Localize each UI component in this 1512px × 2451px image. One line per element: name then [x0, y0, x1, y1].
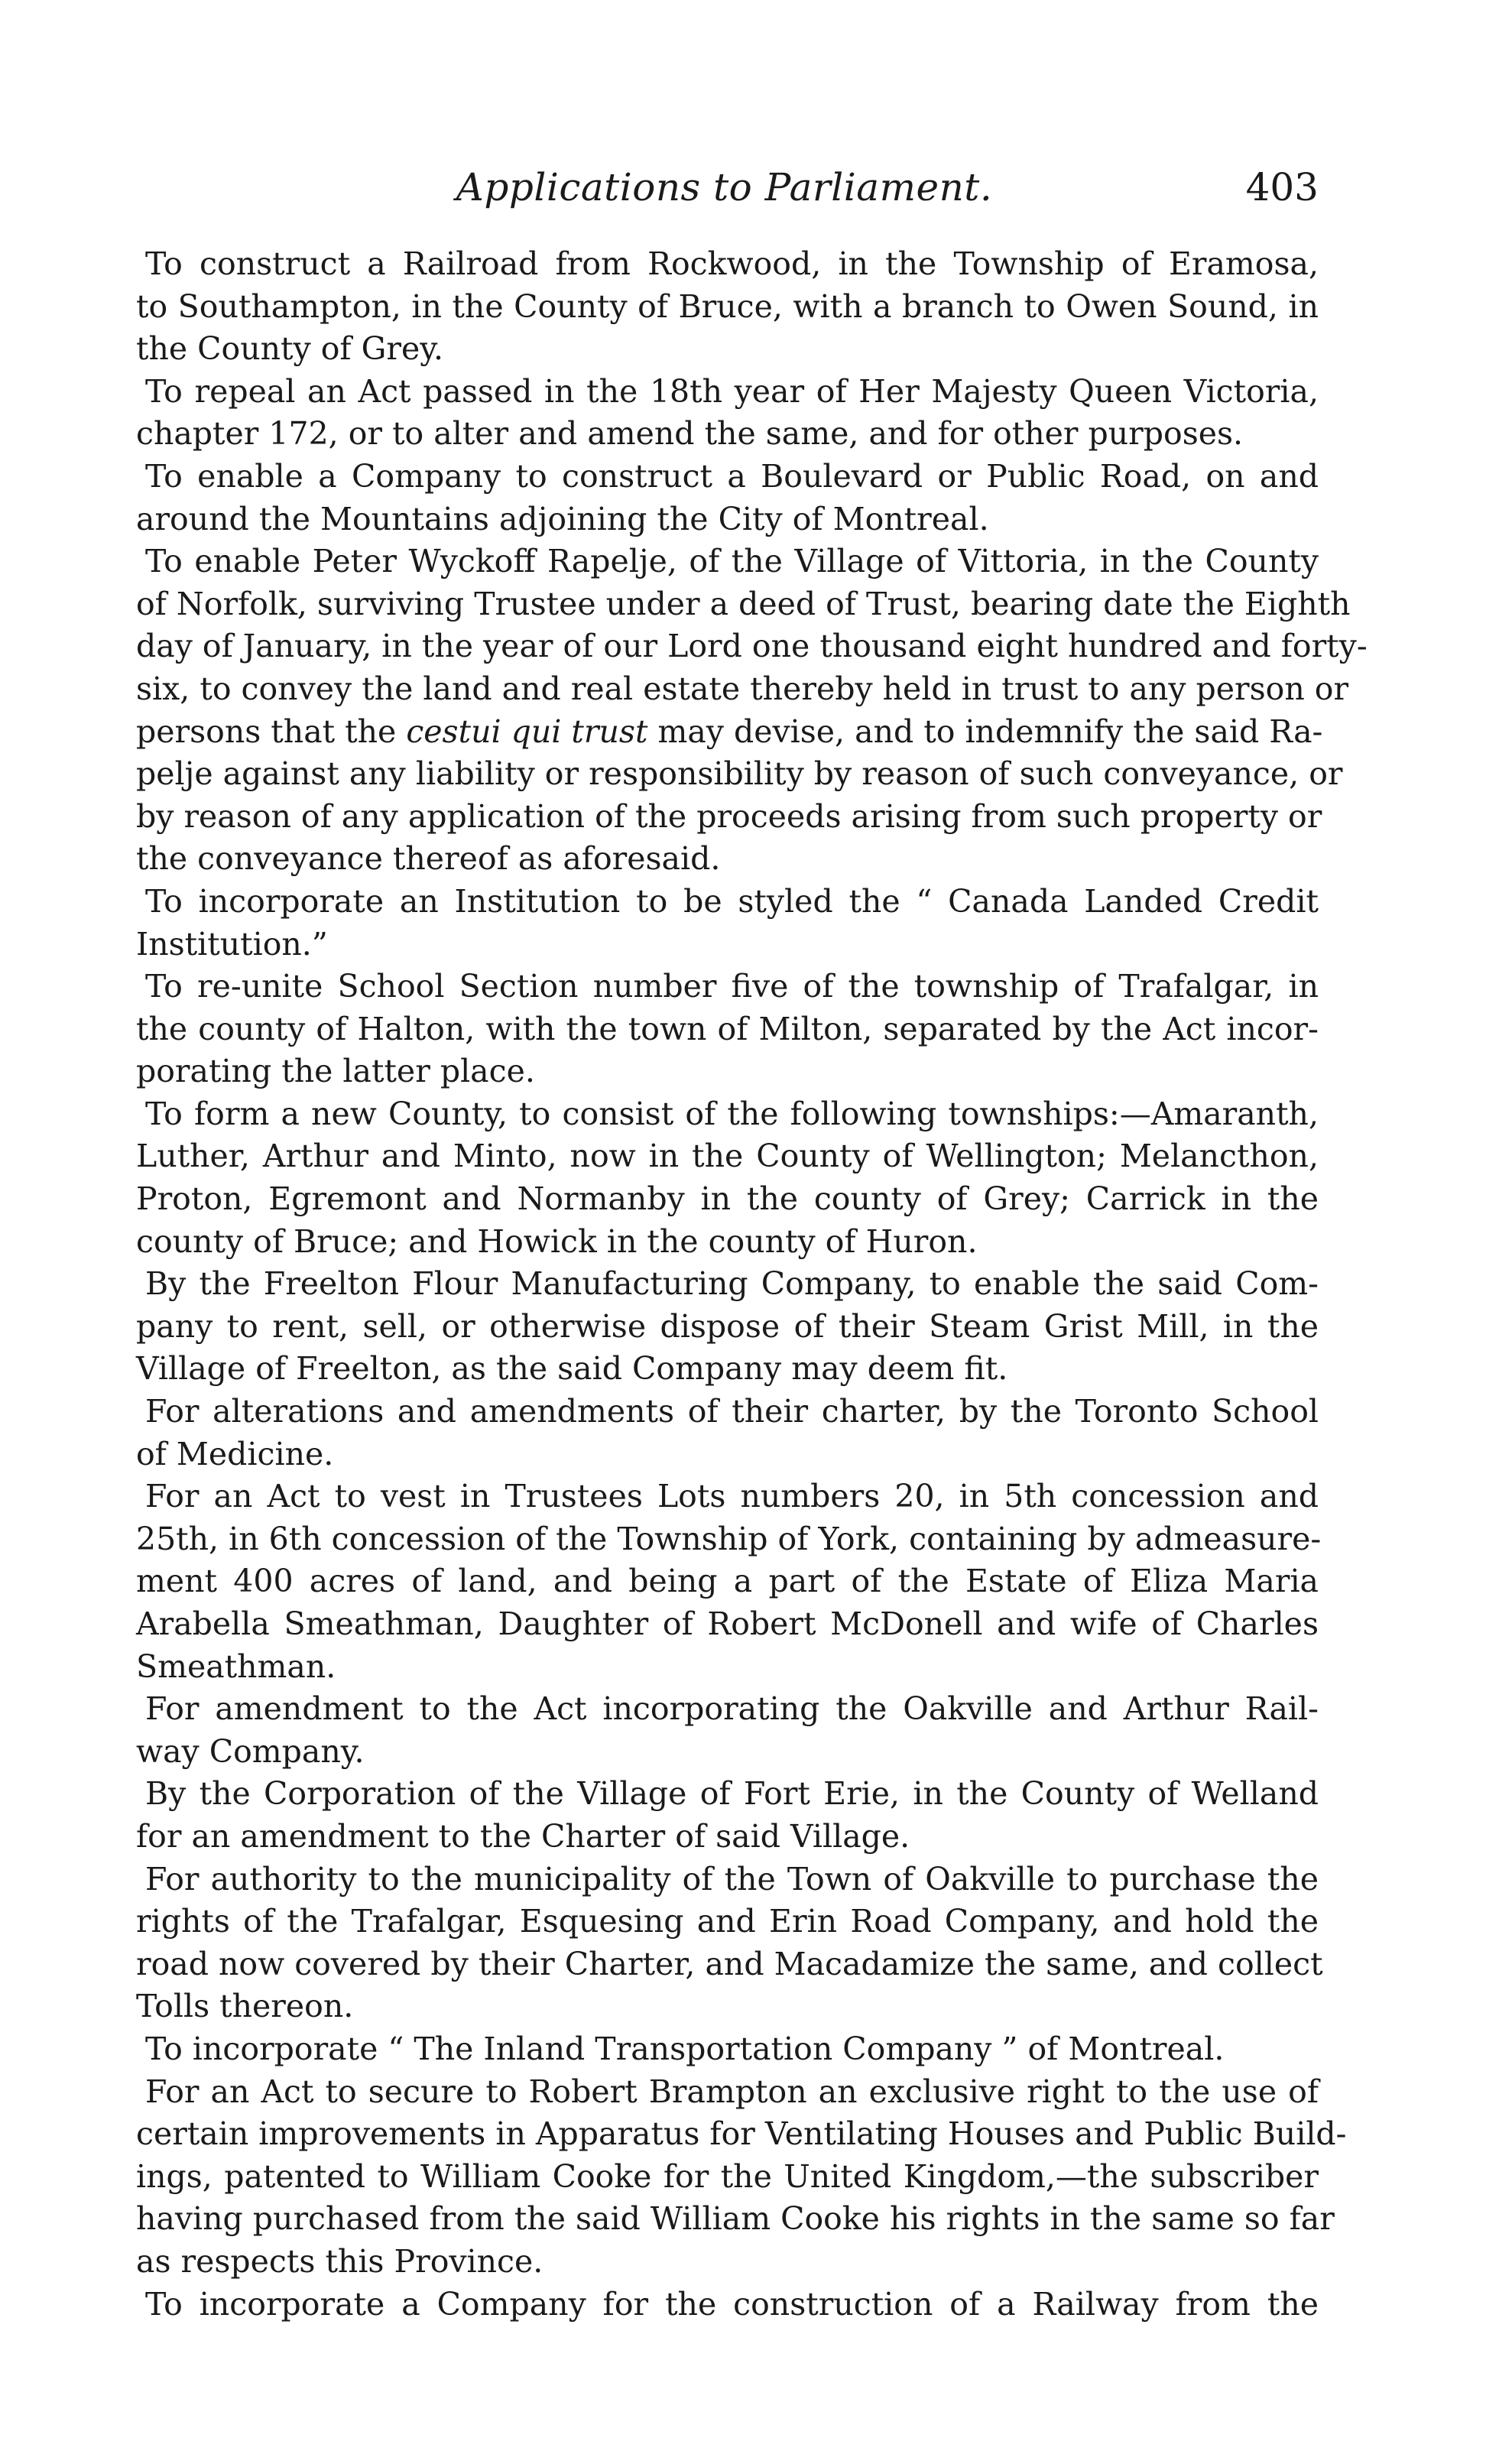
running-title: Applications to Parliament. [456, 165, 993, 209]
text-line: To incorporate “ The Inland Transportation Company ” of Montreal. [145, 2030, 1225, 2067]
text-line: pelje against any liability or responsibility by reason of such conveyance, or [136, 755, 1343, 793]
text-line: the conveyance thereof as aforesaid. [136, 840, 721, 878]
paragraph-freelton-flour [136, 1263, 1319, 1391]
text-line: For amendment to the Act incorporating the Oakville and Arthur Rail- [145, 1690, 1319, 1728]
text-line: six, to convey the land and real estate thereby held in trust to any person or [136, 670, 1349, 707]
text-line: Arabella Smeathman, Daughter of Robert McDonell and wife of Charles [136, 1605, 1319, 1642]
page-header [130, 157, 1319, 218]
paragraph-railway-company [136, 2284, 1319, 2326]
paragraph-rapelje-trust [136, 541, 1368, 881]
paragraph-canada-landed-credit [136, 881, 1319, 966]
text-line: by reason of any application of the proceeds arising from such property or [136, 797, 1322, 835]
text-line: To enable a Company to construct a Boulevard or Public Road, on and [145, 457, 1319, 495]
paragraph-inland-transportation [136, 2028, 1319, 2071]
text-line: pany to rent, sell, or otherwise dispose of their Steam Grist Mill, in the [136, 1307, 1319, 1345]
text-line: To form a new County, to consist of the following townships:—Amaranth, [145, 1095, 1319, 1132]
text-line: the County of Grey. [136, 330, 443, 368]
text-line: road now covered by their Charter, and Macadamize the same, and collect [136, 1945, 1323, 1982]
text-line: Luther, Arthur and Minto, now in the County of Wellington; Melancthon, [136, 1138, 1319, 1175]
text-line: ment 400 acres of land, and being a part of the Estate of Eliza Maria [136, 1563, 1319, 1600]
text-line: the county of Halton, with the town of Milton, separated by the Act incor- [136, 1010, 1319, 1047]
text-line: By the Freelton Flour Manufacturing Company, to enable the said Com- [145, 1265, 1319, 1303]
text-line: as respects this Province. [136, 2242, 543, 2280]
text-line: having purchased from the said William Cooke his rights in the same so far [136, 2200, 1335, 2238]
text-line: persons that the cestui qui trust may devise, and to indemnify the said Ra- [136, 713, 1323, 750]
paragraph-oakville-arthur-railway [136, 1688, 1319, 1773]
text-line: To re-unite School Section number five of the township of Trafalgar, in [145, 968, 1319, 1005]
text-line: porating the latter place. [136, 1053, 535, 1090]
body-text [136, 243, 1368, 2326]
paragraph-rockwood-railroad [136, 243, 1319, 371]
text-line: To incorporate an Institution to be styled the “ Canada Landed Credit [145, 882, 1319, 920]
text-line: way Company. [136, 1732, 365, 1770]
text-line: To repeal an Act passed in the 18th year of Her Majesty Queen Victoria, [145, 372, 1319, 410]
text-line: around the Mountains adjoining the City of Montreal. [136, 500, 989, 537]
text-line: Proton, Egremont and Normanby in the county of Grey; Carrick in the [136, 1180, 1319, 1218]
paragraph-fort-erie [136, 1773, 1319, 1858]
text-line: For an Act to vest in Trustees Lots numbers 20, in 5th concession and [145, 1478, 1319, 1515]
text-line: chapter 172, or to alter and amend the same, and for other purposes. [136, 415, 1244, 453]
text-line: of Norfolk, surviving Trustee under a deed of Trust, bearing date the Eighth [136, 585, 1351, 622]
paragraph-toronto-school-medicine [136, 1391, 1319, 1475]
italic-phrase: cestui qui trust [406, 713, 648, 750]
text-line: For authority to the municipality of the Town of Oakville to purchase the [145, 1860, 1319, 1897]
text-line: day of January, in the year of our Lord one thousand eight hundred and forty- [136, 628, 1368, 665]
page-number: 403 [1245, 165, 1319, 209]
text-line: Tolls thereon. [136, 1988, 354, 2025]
paragraph-school-section [136, 966, 1319, 1093]
text-line: ings, patented to William Cooke for the United Kingdom,—the subscriber [136, 2157, 1319, 2195]
text-line: To enable Peter Wyckoff Rapelje, of the Village of Vittoria, in the County [145, 543, 1319, 580]
text-line: For alterations and amendments of their charter, by the Toronto School [145, 1393, 1319, 1430]
paragraph-oakville-road-company [136, 1859, 1323, 2028]
text-line: to Southampton, in the County of Bruce, with a branch to Owen Sound, in [136, 287, 1319, 325]
paragraph-brampton-ventilating [136, 2071, 1347, 2284]
paragraph-repeal-act [136, 371, 1319, 456]
text-line: certain improvements in Apparatus for Ventilating Houses and Public Build- [136, 2115, 1347, 2153]
text-line: rights of the Trafalgar, Esquesing and Erin Road Company, and hold the [136, 1903, 1319, 1940]
text-line: Institution.” [136, 925, 328, 963]
text-line: of Medicine. [136, 1435, 334, 1472]
paragraph-trustees-lots [136, 1475, 1322, 1688]
text-line: For an Act to secure to Robert Brampton an exclusive right to the use of [145, 2073, 1319, 2110]
text-line: To construct a Railroad from Rockwood, in the Township of Eramosa, [145, 245, 1319, 282]
text-line: 25th, in 6th concession of the Township of York, containing by admeasure- [136, 1520, 1322, 1557]
paragraph-boulevard-montreal [136, 456, 1319, 541]
paragraph-new-county [136, 1093, 1319, 1263]
text-line: To incorporate a Company for the construction of a Railway from the [145, 2285, 1319, 2323]
text-line: Smeathman. [136, 1648, 336, 1685]
text-line: Village of Freelton, as the said Company may deem fit. [136, 1350, 1008, 1388]
text-line: for an amendment to the Charter of said Village. [136, 1817, 910, 1855]
text-line: county of Bruce; and Howick in the county of Huron. [136, 1222, 978, 1260]
text-line: By the Corporation of the Village of Fort Erie, in the County of Welland [145, 1775, 1319, 1813]
